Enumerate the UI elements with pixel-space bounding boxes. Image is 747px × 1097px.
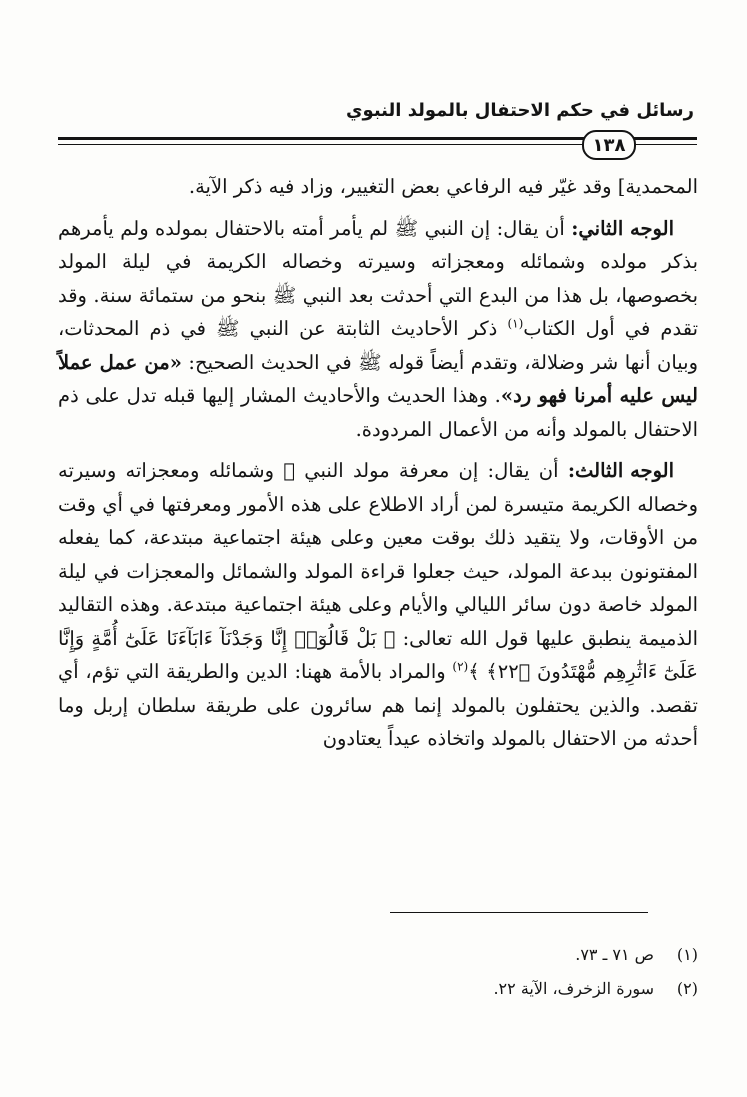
- hadith-quote: ليس عليه أمرنا فهو رد»: [500, 384, 699, 407]
- hadith-quote: «من عمل عملاً: [58, 350, 182, 374]
- paragraph-indent: [568, 454, 698, 488]
- line: . وهذا الحديث والأحاديث المشار إليها قبله: [163, 384, 501, 407]
- line: الذميمة ينطبق عليها قول الله تعالى:: [395, 626, 698, 650]
- line: أن يقال: إن النبي ﷺ لم يأمر أمته بالاحتفال: [214, 216, 565, 240]
- line: بمولده ولم يأمرهم بذكر مولده وشمائله ومعجزاته وسيرته وخصاله: [58, 216, 698, 273]
- paragraph-3: [58, 454, 698, 756]
- body-text: [58, 170, 698, 756]
- quran-verse: وَإِنَّا عَلَىٰٓ ءَاثَٰرِهِم مُّهْتَدُونَ ﴿٢٢﴾ ﴾: [58, 626, 698, 683]
- line: الأمور ومعرفتها في أي وقت من الأوقات، ولا يتقيد ذلك بوقت معين: [58, 492, 699, 549]
- line: النبي ﷺ بنحو من ستمائة سنة. وقد تقدم في أول الكتاب: [58, 283, 698, 340]
- section-lead: الوجه الثالث:: [567, 459, 675, 482]
- line: ذكر: [468, 317, 508, 340]
- footnote: [58, 938, 698, 972]
- line: الكريمة في ليلة المولد بخصوصها، بل هذا من البدع التي أحدثت بعد: [58, 250, 698, 307]
- line: وضلالة، وتقدم أيضاً قوله ﷺ في الحديث الصحيح:: [181, 350, 585, 374]
- page-number: ١٣٨: [582, 130, 636, 160]
- line: المحمدية] وقد غيّر فيه الرفاعي بعض التغيير، وزاد فيه ذكر الآية.: [188, 175, 698, 198]
- paragraph-2: [58, 212, 698, 447]
- paragraph-1: [58, 170, 698, 204]
- line: ومعجزاته وسيرته وخصاله الكريمة متيسرة لمن أراد الاطلاع على هذه: [58, 459, 699, 516]
- footnote-text: سورة الزخرف، الآية ٢٢.: [493, 979, 654, 998]
- line: سلطان إربل وما أحدثه من الاحتفال بالمولد واتخاذه عيداً يعتادون: [58, 693, 698, 750]
- footnote: [58, 972, 698, 1006]
- line: الأحاديث الثابتة عن النبي ﷺ في ذم المحدثات، وبيان أنها شر: [58, 317, 698, 374]
- footnote-separator: [390, 912, 648, 913]
- page-header: [55, 92, 698, 132]
- section-lead: الوجه الثاني:: [571, 216, 674, 240]
- line: دون سائر الليالي والأيام وعلى هيئة اجتماعية مبتدعة. وهذه التقاليد: [58, 593, 591, 616]
- line: حيث جعلوا قراءة المولد والشمائل والمعجزات في ليلة المولد خاصة: [58, 559, 698, 616]
- quran-verse: ﴿ بَلْ قَالُوٓا۟ إِنَّا وَجَدْنَآ ءَابَآءَنَا عَلَىٰٓ أُمَّةٍ: [91, 626, 396, 650]
- footnote-ref: (١): [507, 316, 524, 331]
- line: والمراد بالأمة ههنا: الدين والطريقة التي: [125, 660, 453, 683]
- footnote-number: (١): [676, 945, 698, 964]
- footnote-ref: (٢): [452, 659, 469, 674]
- line: وعلى هيئة اجتماعية مبتدعة، كما يفعله المفتونون ببدعة المولد،: [58, 526, 698, 583]
- running-title: رسائل في حكم الاحتفال بالمولد النبوي: [346, 100, 694, 121]
- footnote-number: (٢): [676, 979, 698, 998]
- line: أن يقال: إن معرفة مولد النبي ﷺ وشمائله: [208, 459, 559, 482]
- line: تدل على ذم الاحتفال بالمولد وأنه من الأعمال المردودة.: [58, 384, 698, 441]
- paragraph-indent: [571, 212, 698, 246]
- footnotes: [58, 938, 698, 1006]
- footnote-text: ص ٧١ ـ ٧٣.: [575, 945, 654, 964]
- line: تؤم، أي تقصد. والذين يحتفلون بالمولد إنما هم سائرون على طريقة: [58, 660, 698, 717]
